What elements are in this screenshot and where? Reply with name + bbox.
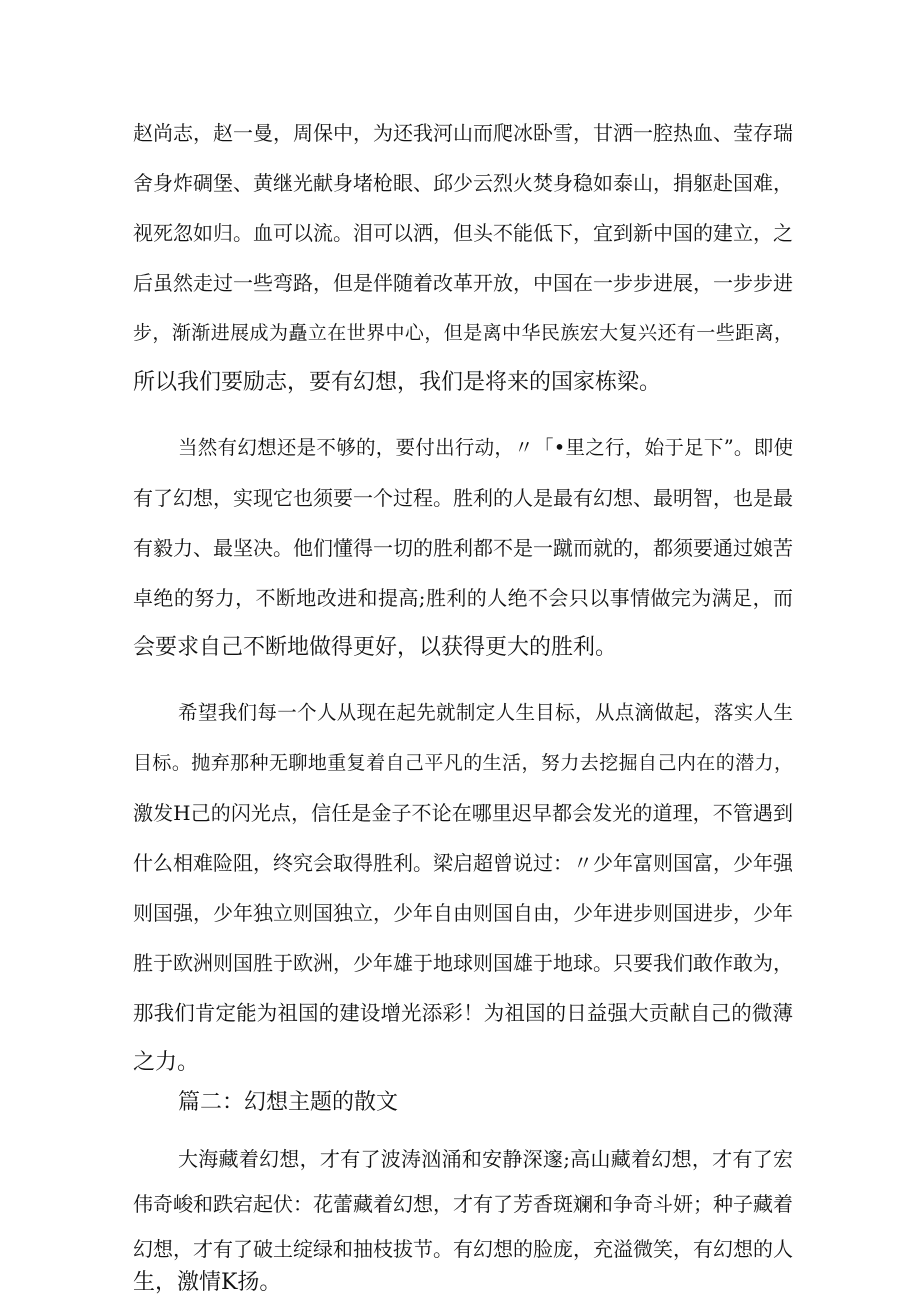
paragraph-4-line-3: 幻想，才有了破土绽绿和抽枝拔节。有幻想的脸庞，充溢微笑，有幻想的人 [133, 1237, 793, 1261]
paragraph-3-line-5: 则国强，少年独立则国独立，少年自由则国自由，少年进步则国进步，少年 [133, 901, 793, 925]
paragraph-1-line-1: 赵尚志，赵一曼，周保中，为还我河山而爬冰卧雪，甘洒一腔热血、莹存瑞 [133, 121, 793, 145]
paragraph-3-line-2: 目标。抛弃那种无聊地重复着自己平凡的生活，努力去挖掘自己内在的潜力， [133, 752, 793, 774]
paragraph-1-line-4: 后虽然走过一些弯路，但是伴随着改革开放，中国在一步步进展，一步步进 [133, 271, 793, 295]
paragraph-3-line-8: 之力。 [133, 1050, 200, 1075]
paragraph-2-line-2: 有了幻想，实现它也须要一个过程。胜利的人是最有幻想、最明智，也是最 [133, 486, 793, 510]
paragraph-1-line-3: 视死忽如归。血可以流。泪可以洒，但头不能低下，宜到新中国的建立，之 [133, 221, 793, 245]
paragraph-2-line-3: 有毅力、最坚决。他们懂得一切的胜利都不是一蹴而就的，都须要通过娘苦 [133, 536, 793, 560]
section-heading: 篇二：幻想主题的散文 [178, 1090, 399, 1115]
paragraph-1-line-5: 步，渐渐进展成为矗立在世界中心，但是离中华民族宏大复兴还有一些距离， [133, 322, 793, 344]
paragraph-2-line-1: 当然有幻想还是不够的，要付出行动，〃「•里之行，始于足下”。即使 [178, 436, 793, 459]
paragraph-3-line-7: 那我们肯定能为祖国的建设增光添彩！为祖国的日益强大贡献自己的微薄 [133, 1001, 793, 1025]
paragraph-2-line-5: 会要求自己不断地做得更好，以获得更大的胜利。 [133, 635, 618, 660]
paragraph-4-line-4: 生，激情K扬。 [133, 1270, 282, 1295]
paragraph-1-line-6: 所以我们要励志，要有幻想，我们是将来的国家栋梁。 [133, 370, 662, 395]
paragraph-4-line-2: 伟奇峻和跌宕起伏：花蕾藏着幻想，才有了芳香斑斓和争奇斗妍；种子藏着 [133, 1192, 793, 1216]
paragraph-3-line-3: 激发H己的闪光点，信任是金子不论在哪里迟早都会发光的道理，不管遇到 [133, 801, 793, 825]
paragraph-1-line-2: 舍身炸碉堡、黄继光献身堵枪眼、邱少云烈火焚身稳如泰山，捐躯赴国难， [133, 171, 793, 195]
paragraph-4-line-1: 大海藏着幻想，才有了波涛汹涌和安静深邃;高山藏着幻想，才有了宏 [178, 1147, 793, 1171]
paragraph-3-line-4: 什么相难险阻，终究会取得胜利。梁启超曾说过：〃少年富则国富，少年强 [133, 851, 793, 875]
paragraph-2-line-4: 卓绝的努力，不断地改进和提高;胜利的人绝不会只以事情做完为满足，而 [133, 586, 793, 610]
paragraph-3-line-1: 希望我们每一个人从现在起先就制定人生目标，从点滴做起，落实人生 [178, 701, 793, 724]
paragraph-3-line-6: 胜于欧洲则国胜于欧洲，少年雄于地球则国雄于地球。只要我们敢作敢为， [133, 951, 793, 975]
